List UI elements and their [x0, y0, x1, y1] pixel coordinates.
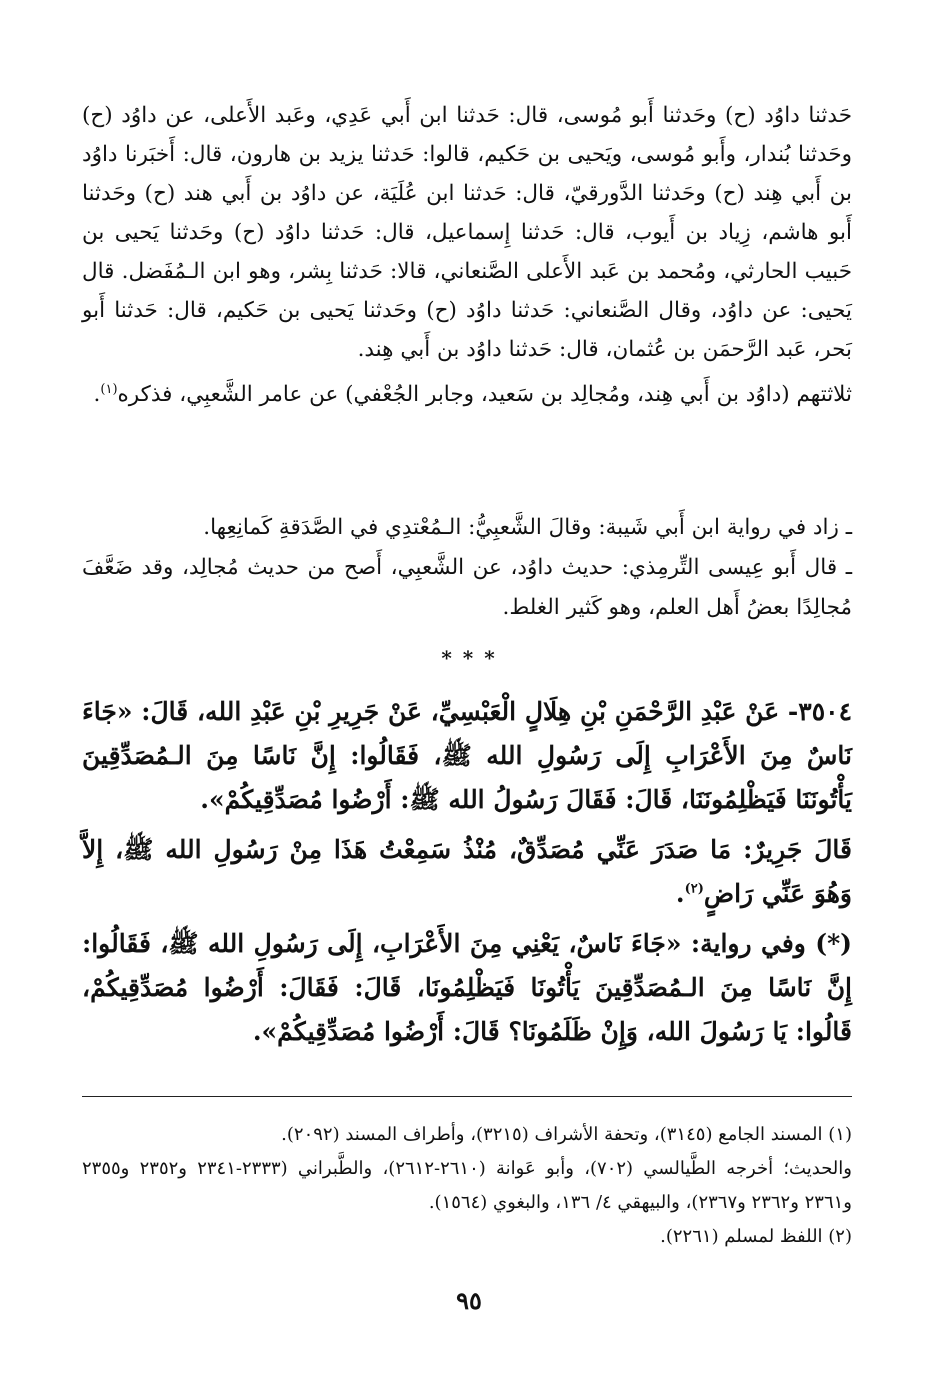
isnad-paragraph: حَدثنا داوُد (ح) وحَدثنا أَبو مُوسى، قال: حَدثنا ابن أَبي عَدِي، وعَبد الأَعلى، عن داوُد (ح) وحَدثنا بُندار، وأَبو مُوسى، ويَحيى بن حَكيم، قالوا: حَدثنا يزيد بن هارون، قال: أَخبَرنا داوُد بن أَبي هِند (ح) وحَدثنا الدَّورقيّ، قال: حَدثنا ابن عُلَيَة، عن داوُد بن أَبي هند (ح) وحَدثنا أَبو هاشم، زِياد بن أَيوب، قال: حَدثنا إِسماعيل، قال: حَدثنا داوُد (ح) وحَدثنا يَحيى بن حَبيب الحارثي، ومُحمد بن عَبد الأَعلى الصَّنعاني، قالا: حَدثنا بِشر، وهو ابن الـمُفَضل. قال يَحيى: عن داوُد، وقال الصَّنعاني: حَدثنا داوُد (ح) وحَدثنا يَحيى بن حَكيم، قال: حَدثنا أَبو بَحر، عَبد الرَّحمَن بن عُثمان، قال: حَدثنا داوُد بن أَبي هِند. [82, 103, 852, 362]
page-number: ٩٥ [456, 1286, 482, 1315]
footnote-ref-1[interactable]: (١) [100, 381, 118, 397]
hadith-section [82, 690, 852, 1054]
hadith-alternate-narration: (*) وفي رواية: «جَاءَ نَاسٌ، يَعْنِي مِنَ الأَعْرَابِ، إِلَى رَسُولِ الله ﷺ، فَقَالُوا: إِنَّ نَاسًا مِنَ الـمُصَدِّقِينَ يَأْتُونَا فَيَظْلِمُونَا، قَالَ: فَقَالَ: أَرْضُوا مُصَدِّقِيكُمْ، قَالُوا: يَا رَسُولَ الله، وَإِنْ ظَلَمُونَا؟ قَالَ: أَرْضُوا مُصَدِّقِيكُمْ». [82, 929, 852, 1046]
footnotes-section [82, 1118, 852, 1254]
note-tirmidhi: ـ قال أَبو عِيسى التِّرمِذي: حديث داوُد، عن الشَّعبِي، أَصح من حديث مُجالِد، وقد ضَعَّفَ مُجالِدًا بعضُ أَهل العلم، وهو كَثير الغلط. [82, 555, 852, 620]
hadith-jarir-statement [82, 828, 852, 916]
notes-section [82, 508, 852, 628]
hadith-jarir-end: . [675, 879, 685, 908]
footnote-1-continued: والحديث؛ أخرجه الطَّيالسي (٧٠٢)، وأبو عَوانة (٢٦١٠-٢٦١٢)، والطَّبراني (٢٣٣٣-٢٣٤١ و٢٣٥٢ و٢٣٥٥ و٢٣٦١ و٢٣٦٢ و٢٣٦٧)، والبيهقي ٤/ ١٣٦، والبغوي (١٥٦٤). [82, 1158, 852, 1213]
footnote-2: (٢) اللفظ لمسلم (٢٢٦١). [660, 1226, 852, 1247]
footnote-ref-2[interactable]: (٢) [684, 881, 704, 897]
section-separator: * * * [441, 646, 497, 670]
isnad-section [82, 96, 852, 414]
isnad-summary-text: ثلاثتهم (داوُد بن أَبي هِند، ومُجالِد بن سَعيد، وجابر الجُعْفي) عن عامر الشَّعبِي، فذكره [117, 382, 852, 407]
note-ibn-abi-shayba: ـ زاد في رواية ابن أَبي شَيبة: وقالَ الشَّعبِيُّ: الـمُعْتدِي في الصَّدَقةِ كَمانِعِها. [203, 515, 852, 540]
hadith-jarir-text: قَالَ جَرِيرٌ: مَا صَدَرَ عَنِّي مُصَدِّقٌ، مُنْذُ سَمِعْتُ هَذَا مِنْ رَسُولِ الله ﷺ، إِلاَّ وَهُوَ عَنِّي رَاضٍ [82, 835, 852, 908]
hadith-main-text: ٣٥٠٤- عَنْ عَبْدِ الرَّحْمَنِ بْنِ هِلَالٍ الْعَبْسِيِّ، عَنْ جَرِيرِ بْنِ عَبْدِ الله، قَالَ: «جَاءَ نَاسٌ مِنَ الأَعْرَابِ إِلَى رَسُولِ الله ﷺ، فَقَالُوا: إِنَّ نَاسًا مِنَ الـمُصَدِّقِينَ يَأْتُونَنَا فَيَظْلِمُونَنَا، قَالَ: فَقَالَ رَسُولُ الله ﷺ: أَرْضُوا مُصَدِّقِيكُمْ». [82, 697, 852, 814]
isnad-summary-end: . [93, 382, 101, 407]
footnote-1: (١) المسند الجامع (٣١٤٥)، وتحفة الأشراف (٣٢١٥)، وأطراف المسند (٢٠٩٢). [281, 1124, 852, 1145]
isnad-summary-paragraph [82, 375, 852, 414]
footnote-divider [82, 1096, 852, 1097]
